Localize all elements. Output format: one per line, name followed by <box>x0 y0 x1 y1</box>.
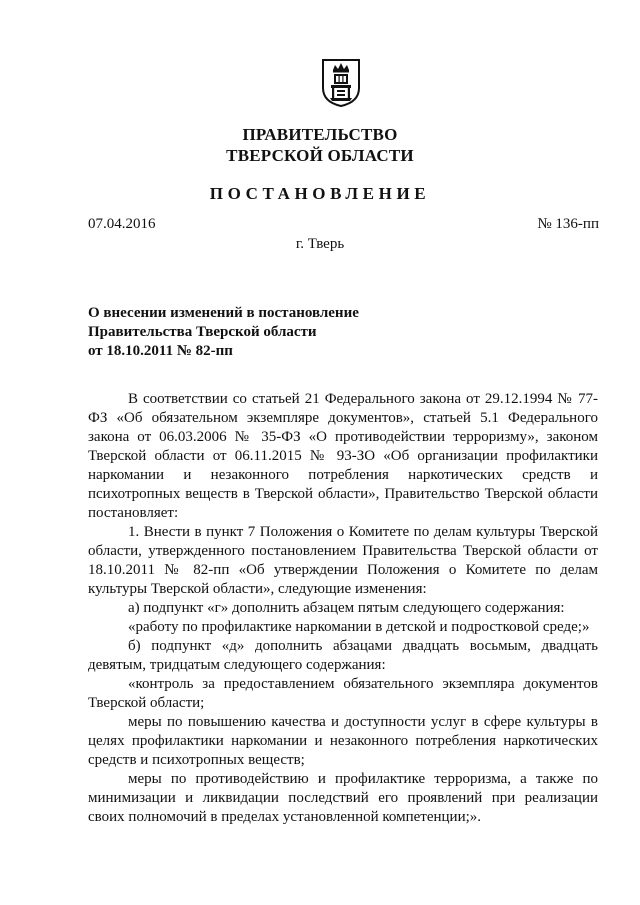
document-number: № 136-пп <box>537 216 599 232</box>
subject-line: О внесении изменений в постановление <box>88 305 359 321</box>
subject-line: Правительства Тверской области <box>88 324 317 340</box>
government-title: ПРАВИТЕЛЬСТВО <box>242 125 398 144</box>
body-paragraph-item-1: 1. Внести в пункт 7 Положения о Комитете по делам культуры Тверской области, утвержденного постановлением Правительства Тверской области от 18.10.2011 № 82-пп «Об утверждении Положения о Комитете по делам культуры Тверской области», следующие изменения: <box>88 524 598 597</box>
body-paragraph-subitem-a: а) подпункт «г» дополнить абзацем пятым следующего содержания: <box>128 600 565 616</box>
region-title: ТВЕРСКОЙ ОБЛАСТИ <box>226 146 414 165</box>
document-type: ПОСТАНОВЛЕНИЕ <box>209 184 431 203</box>
body-paragraph-quote-a: «работу по профилактике наркомании в детской и подростковой среде;» <box>128 619 590 635</box>
body-paragraph-subitem-b: б) подпункт «д» дополнить абзацами двадцать восьмым, двадцать девятым, тридцатым следующего содержания: <box>88 638 598 673</box>
body-paragraph-preamble: В соответствии со статьей 21 Федерального закона от 29.12.1994 № 77-ФЗ «Об обязательном экземпляре документов», статьей 5.1 Федерального закона от 06.03.2006 № 35-ФЗ «О противодействии терроризму», законом Тверской области от 06.11.2015 № 93-ЗО «Об организации профилактики наркомании и незаконного потребления наркотических средств и психотропных веществ в Тверской области», Правительство Тверской области постановляет: <box>88 391 598 521</box>
body-paragraph-quote-b3: меры по противодействию и профилактике терроризма, а также по минимизации и ликвидации последствий его проявлений при реализации своих полномочий в пределах установленной компетенции;». <box>88 771 598 825</box>
tver-coat-of-arms-icon <box>321 58 361 108</box>
body-paragraph-quote-b1: «контроль за предоставлением обязательного экземпляра документов Тверской области; <box>88 676 598 711</box>
document-city: г. Тверь <box>295 236 345 252</box>
document-subject <box>88 304 359 361</box>
body-paragraph-quote-b2: меры по повышению качества и доступности услуг в сфере культуры в целях профилактики наркомании и незаконного потребления наркотических средств и психотропных веществ; <box>88 714 598 768</box>
document-body <box>88 390 598 827</box>
subject-line: от 18.10.2011 № 82-пп <box>88 343 233 359</box>
document-date: 07.04.2016 <box>88 216 156 232</box>
